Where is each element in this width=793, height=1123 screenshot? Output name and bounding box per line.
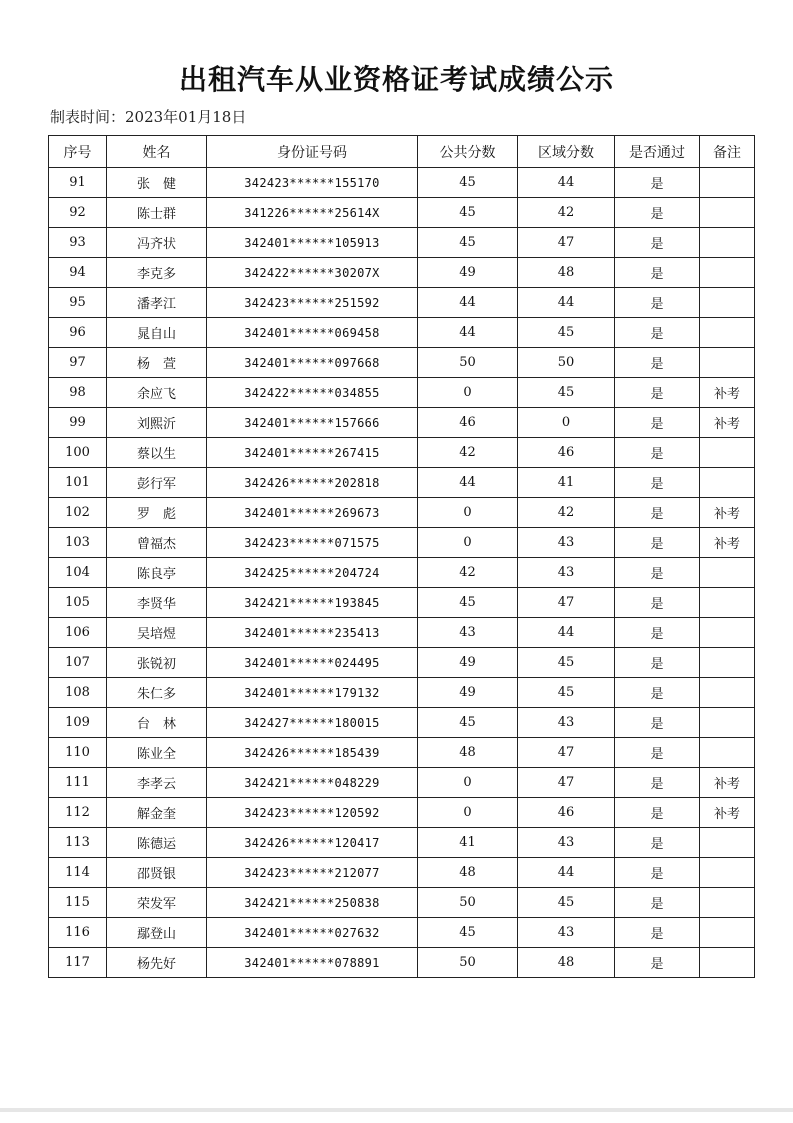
cell-pass: 是 xyxy=(615,708,700,738)
cell-remark: 补考 xyxy=(700,768,755,798)
cell-name: 陈士群 xyxy=(107,198,207,228)
cell-remark xyxy=(700,228,755,258)
page-bottom-edge xyxy=(0,1108,793,1112)
cell-seq: 99 xyxy=(49,408,107,438)
cell-seq: 112 xyxy=(49,798,107,828)
cell-name: 朱仁多 xyxy=(107,678,207,708)
cell-region-score: 47 xyxy=(518,228,615,258)
cell-name: 余应飞 xyxy=(107,378,207,408)
cell-remark xyxy=(700,738,755,768)
cell-pass: 是 xyxy=(615,678,700,708)
cell-name: 李孝云 xyxy=(107,768,207,798)
cell-pass: 是 xyxy=(615,228,700,258)
cell-seq: 108 xyxy=(49,678,107,708)
cell-remark xyxy=(700,348,755,378)
cell-pass: 是 xyxy=(615,438,700,468)
table-row xyxy=(49,168,755,198)
col-header-seq: 序号 xyxy=(49,136,107,168)
cell-public-score: 0 xyxy=(418,798,518,828)
table-row xyxy=(49,648,755,678)
cell-seq: 116 xyxy=(49,918,107,948)
cell-id-number: 342423******071575 xyxy=(207,528,418,558)
cell-seq: 97 xyxy=(49,348,107,378)
table-row xyxy=(49,558,755,588)
cell-pass: 是 xyxy=(615,828,700,858)
cell-pass: 是 xyxy=(615,528,700,558)
cell-region-score: 48 xyxy=(518,258,615,288)
cell-seq: 117 xyxy=(49,948,107,978)
table-row xyxy=(49,258,755,288)
cell-remark xyxy=(700,288,755,318)
cell-remark xyxy=(700,618,755,648)
cell-remark xyxy=(700,948,755,978)
cell-name: 台 林 xyxy=(107,708,207,738)
table-date: 制表时间：2023年01月18日 xyxy=(50,108,247,126)
cell-seq: 96 xyxy=(49,318,107,348)
cell-remark xyxy=(700,828,755,858)
cell-region-score: 43 xyxy=(518,528,615,558)
cell-id-number: 342401******157666 xyxy=(207,408,418,438)
table-row xyxy=(49,828,755,858)
cell-name: 邵贤银 xyxy=(107,858,207,888)
cell-id-number: 342421******250838 xyxy=(207,888,418,918)
col-header-id: 身份证号码 xyxy=(207,136,418,168)
cell-public-score: 48 xyxy=(418,858,518,888)
cell-id-number: 342421******193845 xyxy=(207,588,418,618)
cell-remark xyxy=(700,258,755,288)
cell-seq: 92 xyxy=(49,198,107,228)
cell-seq: 94 xyxy=(49,258,107,288)
cell-seq: 100 xyxy=(49,438,107,468)
cell-id-number: 342422******034855 xyxy=(207,378,418,408)
cell-public-score: 44 xyxy=(418,468,518,498)
cell-seq: 98 xyxy=(49,378,107,408)
cell-id-number: 342421******048229 xyxy=(207,768,418,798)
cell-remark xyxy=(700,168,755,198)
cell-remark xyxy=(700,318,755,348)
cell-remark: 补考 xyxy=(700,408,755,438)
cell-seq: 110 xyxy=(49,738,107,768)
cell-remark xyxy=(700,438,755,468)
cell-pass: 是 xyxy=(615,618,700,648)
cell-region-score: 46 xyxy=(518,798,615,828)
cell-pass: 是 xyxy=(615,798,700,828)
table-row xyxy=(49,858,755,888)
cell-remark: 补考 xyxy=(700,378,755,408)
col-header-public-score: 公共分数 xyxy=(418,136,518,168)
cell-pass: 是 xyxy=(615,648,700,678)
cell-id-number: 342401******269673 xyxy=(207,498,418,528)
cell-remark: 补考 xyxy=(700,798,755,828)
cell-remark xyxy=(700,918,755,948)
table-row xyxy=(49,948,755,978)
cell-id-number: 342423******212077 xyxy=(207,858,418,888)
cell-name: 潘孝江 xyxy=(107,288,207,318)
cell-seq: 91 xyxy=(49,168,107,198)
cell-pass: 是 xyxy=(615,288,700,318)
cell-public-score: 45 xyxy=(418,198,518,228)
cell-seq: 114 xyxy=(49,858,107,888)
cell-region-score: 46 xyxy=(518,438,615,468)
cell-id-number: 342401******078891 xyxy=(207,948,418,978)
cell-name: 鄢登山 xyxy=(107,918,207,948)
cell-name: 张锐初 xyxy=(107,648,207,678)
cell-seq: 109 xyxy=(49,708,107,738)
cell-public-score: 0 xyxy=(418,768,518,798)
cell-id-number: 342401******027632 xyxy=(207,918,418,948)
cell-pass: 是 xyxy=(615,198,700,228)
cell-name: 陈业全 xyxy=(107,738,207,768)
cell-public-score: 44 xyxy=(418,318,518,348)
table-row xyxy=(49,588,755,618)
cell-id-number: 342423******251592 xyxy=(207,288,418,318)
cell-public-score: 42 xyxy=(418,558,518,588)
cell-name: 晁自山 xyxy=(107,318,207,348)
cell-public-score: 43 xyxy=(418,618,518,648)
cell-id-number: 342401******235413 xyxy=(207,618,418,648)
cell-region-score: 42 xyxy=(518,498,615,528)
cell-region-score: 43 xyxy=(518,918,615,948)
cell-region-score: 48 xyxy=(518,948,615,978)
cell-region-score: 42 xyxy=(518,198,615,228)
cell-seq: 106 xyxy=(49,618,107,648)
table-row xyxy=(49,918,755,948)
table-body xyxy=(49,168,755,978)
table-row xyxy=(49,528,755,558)
cell-region-score: 45 xyxy=(518,678,615,708)
cell-seq: 101 xyxy=(49,468,107,498)
cell-public-score: 49 xyxy=(418,678,518,708)
cell-region-score: 47 xyxy=(518,768,615,798)
cell-remark xyxy=(700,558,755,588)
cell-region-score: 44 xyxy=(518,288,615,318)
cell-remark xyxy=(700,468,755,498)
cell-pass: 是 xyxy=(615,498,700,528)
table-row xyxy=(49,798,755,828)
cell-region-score: 44 xyxy=(518,168,615,198)
cell-region-score: 44 xyxy=(518,618,615,648)
cell-public-score: 50 xyxy=(418,348,518,378)
cell-pass: 是 xyxy=(615,948,700,978)
col-header-name: 姓名 xyxy=(107,136,207,168)
cell-public-score: 50 xyxy=(418,888,518,918)
cell-region-score: 44 xyxy=(518,858,615,888)
table-row xyxy=(49,378,755,408)
cell-public-score: 0 xyxy=(418,528,518,558)
cell-name: 李克多 xyxy=(107,258,207,288)
cell-pass: 是 xyxy=(615,168,700,198)
cell-id-number: 342401******097668 xyxy=(207,348,418,378)
cell-pass: 是 xyxy=(615,738,700,768)
cell-region-score: 47 xyxy=(518,738,615,768)
cell-seq: 104 xyxy=(49,558,107,588)
cell-pass: 是 xyxy=(615,918,700,948)
cell-name: 杨先好 xyxy=(107,948,207,978)
cell-pass: 是 xyxy=(615,408,700,438)
cell-public-score: 42 xyxy=(418,438,518,468)
cell-name: 杨 萱 xyxy=(107,348,207,378)
table-row xyxy=(49,318,755,348)
col-header-pass: 是否通过 xyxy=(615,136,700,168)
cell-id-number: 342427******180015 xyxy=(207,708,418,738)
cell-seq: 113 xyxy=(49,828,107,858)
cell-public-score: 0 xyxy=(418,378,518,408)
col-header-region-score: 区域分数 xyxy=(518,136,615,168)
cell-id-number: 342426******202818 xyxy=(207,468,418,498)
cell-id-number: 342401******024495 xyxy=(207,648,418,678)
page-title: 出租汽车从业资格证考试成绩公示 xyxy=(178,63,614,96)
cell-pass: 是 xyxy=(615,858,700,888)
cell-id-number: 342422******30207X xyxy=(207,258,418,288)
cell-pass: 是 xyxy=(615,588,700,618)
table-row xyxy=(49,228,755,258)
table-row xyxy=(49,438,755,468)
cell-seq: 93 xyxy=(49,228,107,258)
cell-region-score: 43 xyxy=(518,828,615,858)
cell-public-score: 49 xyxy=(418,648,518,678)
cell-name: 陈德运 xyxy=(107,828,207,858)
cell-public-score: 41 xyxy=(418,828,518,858)
cell-seq: 111 xyxy=(49,768,107,798)
cell-name: 蔡以生 xyxy=(107,438,207,468)
cell-region-score: 45 xyxy=(518,378,615,408)
cell-pass: 是 xyxy=(615,768,700,798)
table-row xyxy=(49,618,755,648)
cell-public-score: 46 xyxy=(418,408,518,438)
cell-id-number: 342423******155170 xyxy=(207,168,418,198)
cell-seq: 102 xyxy=(49,498,107,528)
cell-pass: 是 xyxy=(615,888,700,918)
cell-public-score: 49 xyxy=(418,258,518,288)
cell-name: 解金奎 xyxy=(107,798,207,828)
table-row xyxy=(49,738,755,768)
table-row xyxy=(49,288,755,318)
cell-pass: 是 xyxy=(615,258,700,288)
table-row xyxy=(49,708,755,738)
cell-id-number: 342423******120592 xyxy=(207,798,418,828)
cell-pass: 是 xyxy=(615,558,700,588)
cell-remark xyxy=(700,858,755,888)
cell-public-score: 45 xyxy=(418,168,518,198)
cell-seq: 103 xyxy=(49,528,107,558)
cell-remark xyxy=(700,648,755,678)
col-header-remark: 备注 xyxy=(700,136,755,168)
cell-id-number: 342426******120417 xyxy=(207,828,418,858)
table-row xyxy=(49,678,755,708)
table-row xyxy=(49,408,755,438)
cell-public-score: 50 xyxy=(418,948,518,978)
cell-id-number: 342401******179132 xyxy=(207,678,418,708)
table-row xyxy=(49,198,755,228)
cell-remark xyxy=(700,588,755,618)
cell-name: 罗 彪 xyxy=(107,498,207,528)
cell-pass: 是 xyxy=(615,348,700,378)
cell-public-score: 45 xyxy=(418,708,518,738)
cell-id-number: 342401******105913 xyxy=(207,228,418,258)
cell-name: 荣发军 xyxy=(107,888,207,918)
cell-region-score: 41 xyxy=(518,468,615,498)
cell-remark xyxy=(700,678,755,708)
cell-region-score: 45 xyxy=(518,648,615,678)
cell-name: 吴培煜 xyxy=(107,618,207,648)
table-row xyxy=(49,468,755,498)
cell-public-score: 48 xyxy=(418,738,518,768)
cell-public-score: 45 xyxy=(418,588,518,618)
cell-public-score: 0 xyxy=(418,498,518,528)
cell-name: 李贤华 xyxy=(107,588,207,618)
cell-pass: 是 xyxy=(615,318,700,348)
cell-pass: 是 xyxy=(615,468,700,498)
cell-public-score: 44 xyxy=(418,288,518,318)
cell-name: 曾福杰 xyxy=(107,528,207,558)
cell-id-number: 342401******267415 xyxy=(207,438,418,468)
cell-name: 刘熙沂 xyxy=(107,408,207,438)
cell-region-score: 50 xyxy=(518,348,615,378)
cell-seq: 107 xyxy=(49,648,107,678)
cell-region-score: 43 xyxy=(518,558,615,588)
cell-region-score: 45 xyxy=(518,318,615,348)
cell-seq: 105 xyxy=(49,588,107,618)
cell-name: 冯齐状 xyxy=(107,228,207,258)
table-header-row xyxy=(49,136,755,168)
cell-name: 陈良亭 xyxy=(107,558,207,588)
cell-region-score: 43 xyxy=(518,708,615,738)
cell-public-score: 45 xyxy=(418,228,518,258)
cell-region-score: 0 xyxy=(518,408,615,438)
cell-name: 张 健 xyxy=(107,168,207,198)
cell-id-number: 342401******069458 xyxy=(207,318,418,348)
cell-seq: 95 xyxy=(49,288,107,318)
cell-region-score: 47 xyxy=(518,588,615,618)
cell-id-number: 341226******25614X xyxy=(207,198,418,228)
cell-remark xyxy=(700,198,755,228)
cell-id-number: 342426******185439 xyxy=(207,738,418,768)
cell-region-score: 45 xyxy=(518,888,615,918)
cell-id-number: 342425******204724 xyxy=(207,558,418,588)
cell-remark xyxy=(700,708,755,738)
cell-seq: 115 xyxy=(49,888,107,918)
cell-remark: 补考 xyxy=(700,498,755,528)
cell-remark xyxy=(700,888,755,918)
table-row xyxy=(49,888,755,918)
cell-name: 彭行军 xyxy=(107,468,207,498)
score-table xyxy=(48,135,755,978)
table-row xyxy=(49,768,755,798)
cell-public-score: 45 xyxy=(418,918,518,948)
cell-pass: 是 xyxy=(615,378,700,408)
table-row xyxy=(49,498,755,528)
cell-remark: 补考 xyxy=(700,528,755,558)
table-row xyxy=(49,348,755,378)
